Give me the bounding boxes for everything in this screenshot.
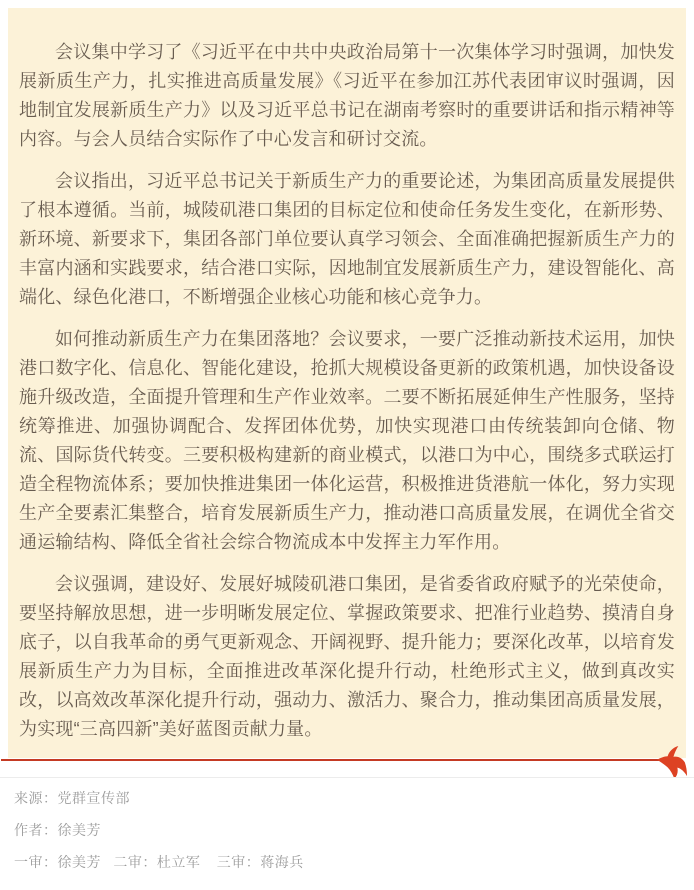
dove-icon — [657, 746, 688, 779]
second-review — [113, 854, 204, 870]
second-review-name: 杜立军 — [156, 854, 201, 870]
source-row — [14, 791, 694, 806]
article-body-card — [8, 8, 686, 758]
first-review — [14, 854, 105, 870]
first-review-label: 一审： — [14, 854, 58, 870]
third-review-label: 三审： — [216, 854, 261, 870]
article-meta-footer — [0, 777, 694, 887]
red-divider-line — [1, 759, 660, 761]
author-value: 徐美芳 — [57, 822, 101, 838]
paragraph-pointed-out: 会议指出，习近平总书记关于新质生产力的重要论述，为集团高质量发展提供了根本遵循。当前，城陵矶港口集团的目标定位和使命任务发生变化，在新形势、新环境、新要求下，集团各部门单位要认真学习领会、全面准确把握新质生产力的丰富内涵和实践要求，结合港口实际，因地制宜发展新质生产力，建设智能化、高端化、绿色化港口，不断增强企业核心功能和核心竞争力。 — [19, 171, 675, 307]
author-label: 作者： — [14, 822, 58, 838]
paragraph-study: 会议集中学习了《习近平在中共中央政治局第十一次集体学习时强调，加快发展新质生产力，扎实推进高质量发展》《习近平在参加江苏代表团审议时强调，因地制宜发展新质生产力》以及习近平总书记在湖南考察时的重要讲话和指示精神等内容。与会人员结合实际作了中心发言和研讨交流。 — [19, 42, 675, 149]
first-review-name: 徐美芳 — [57, 854, 101, 870]
review-row — [14, 855, 694, 870]
source-label: 来源： — [14, 790, 58, 806]
source-value: 党群宣传部 — [57, 790, 130, 806]
author-row — [14, 823, 694, 838]
paragraph-emphasis: 会议强调，建设好、发展好城陵矶港口集团，是省委省政府赋予的光荣使命，要坚持解放思想，进一步明晰发展定位、掌握政策要求、把准行业趋势、摸清自身底子，以自我革命的勇气更新观念、开阔视野、提升能力；要深化改革，以培育发展新质生产力为目标，全面推进改革深化提升行动，杜绝形式主义，做到真改实改，以高效改革深化提升行动，强动力、激活力、聚合力，推动集团高质量发展，为实现“三高四新”美好蓝图贡献力量。 — [19, 574, 675, 739]
third-review — [217, 854, 304, 870]
paragraph-requirements: 如何推动新质生产力在集团落地？会议要求，一要广泛推动新技术运用，加快港口数字化、信息化、智能化建设，抢抓大规模设备更新的政策机遇，加快设备设施升级改造，全面提升管理和生产作业效率。二要不断拓展延伸生产性服务，坚持统筹推进、加强协调配合、发挥团体优势，加快实现港口由传统装卸向仓储、物流、国际货代转变。三要积极构建新的商业模式，以港口为中心，围绕多式联运打造全程物流体系；要加快推进集团一体化运营，积极推进货港航一体化，努力实现生产全要素汇集整合，培育发展新质生产力，推动港口高质量发展，在调优全省交通运输结构、降低全省社会综合物流成本中发挥主力军作用。 — [19, 329, 675, 552]
third-review-name: 蒋海兵 — [260, 854, 304, 870]
article-end-divider — [0, 759, 694, 761]
second-review-label: 二审： — [113, 854, 157, 870]
